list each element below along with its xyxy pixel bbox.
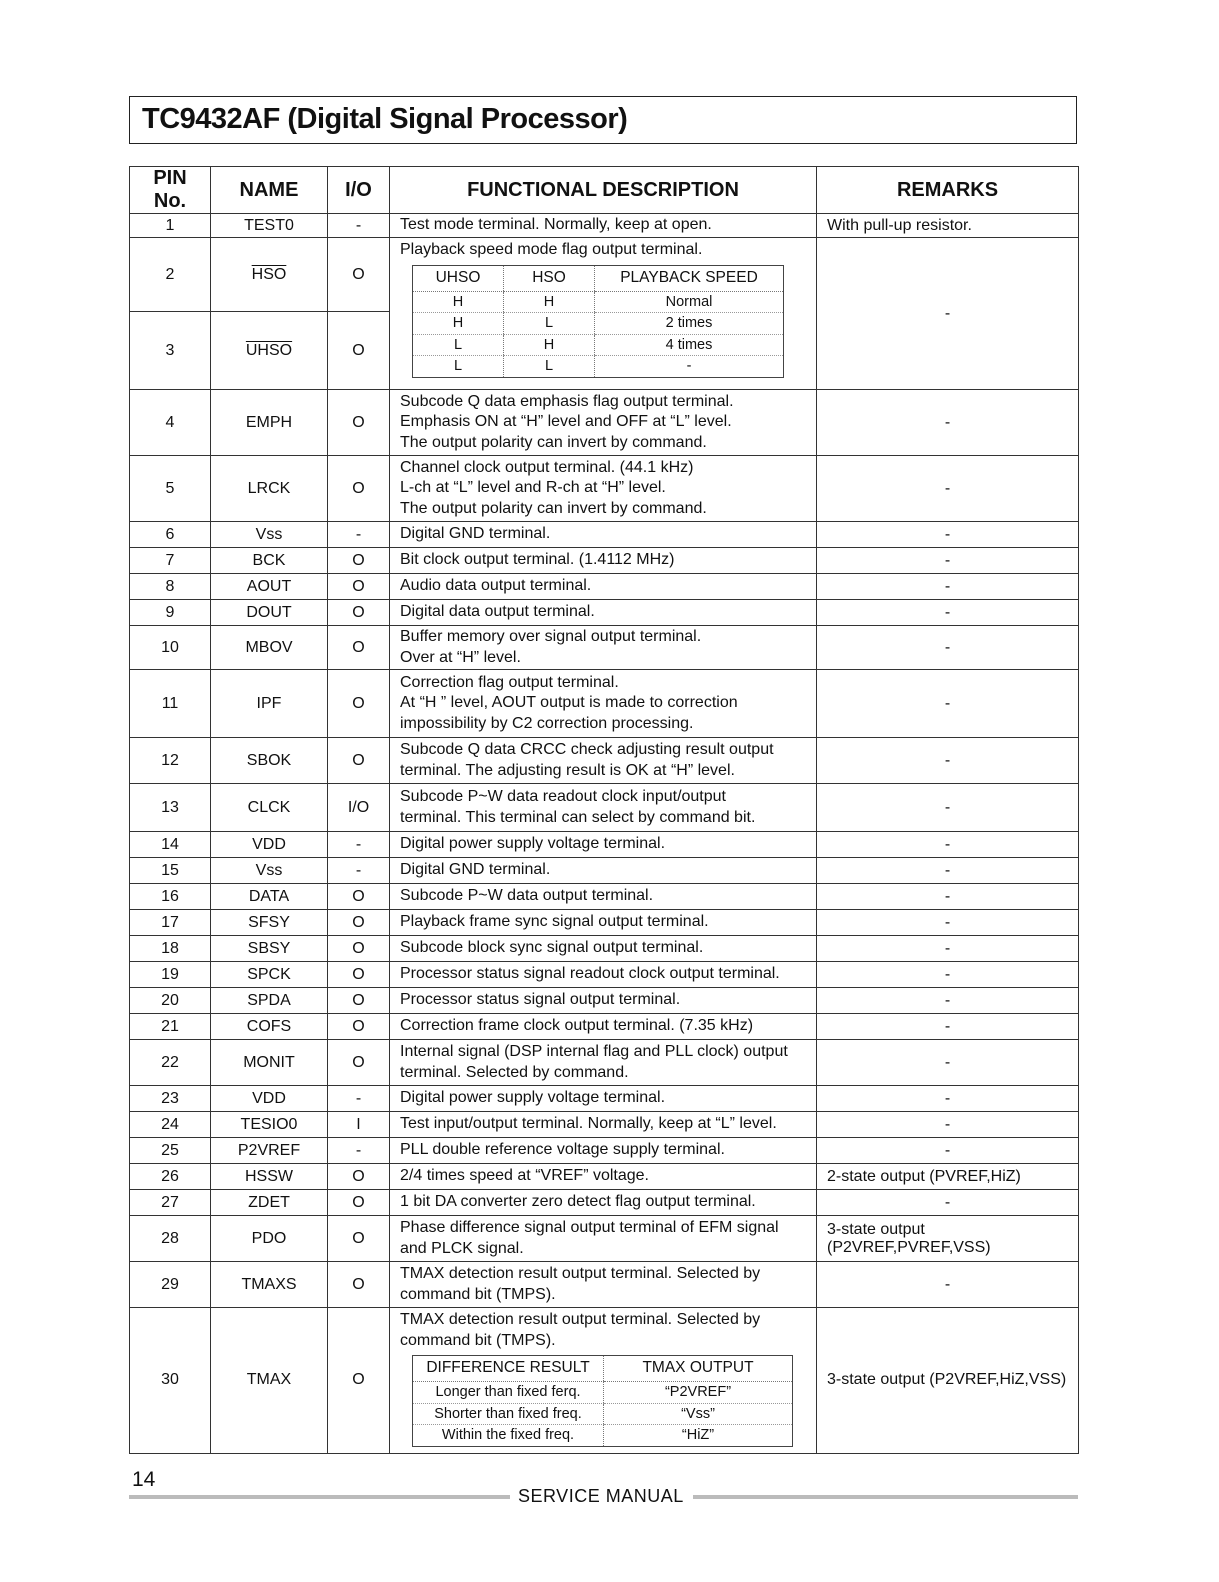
inner-header-cell: HSO	[504, 265, 595, 291]
pin-name-cell	[211, 1164, 328, 1190]
io-cell: O	[328, 1262, 390, 1308]
pin-name: TESIO0	[240, 1115, 298, 1133]
description-line: command bit (TMPS).	[400, 1285, 556, 1303]
table-row	[130, 1308, 1079, 1454]
inner-header-cell: TMAX OUTPUT	[604, 1356, 793, 1382]
io-cell: -	[328, 522, 390, 548]
pin-name-cell	[211, 548, 328, 574]
remarks-cell: -	[817, 910, 1079, 936]
io-cell: O	[328, 626, 390, 670]
table-row	[130, 1262, 1079, 1308]
table-row	[130, 832, 1079, 858]
pin-number: 29	[130, 1262, 211, 1308]
remarks-cell: With pull-up resistor.	[817, 214, 1079, 238]
description-line: and PLCK signal.	[400, 1239, 524, 1257]
pin-number: 12	[130, 738, 211, 784]
pin-name-cell	[211, 910, 328, 936]
table-row	[130, 522, 1079, 548]
pin-name: BCK	[252, 551, 286, 569]
description-cell	[390, 1014, 817, 1040]
table-row	[130, 390, 1079, 456]
table-row	[130, 858, 1079, 884]
description-line: impossibility by C2 correction processing.	[400, 714, 694, 732]
table-row	[130, 574, 1079, 600]
pin-name-cell	[211, 858, 328, 884]
io-cell: O	[328, 456, 390, 522]
inner-cell: L	[413, 334, 504, 356]
pin-name: Vss	[255, 525, 283, 543]
description-line: Buffer memory over signal output terminal.	[400, 628, 702, 645]
description-line: Processor status signal output terminal.	[400, 991, 681, 1009]
io-cell: I	[328, 1112, 390, 1138]
speed-table-header	[413, 265, 784, 291]
speed-table-row	[413, 356, 784, 378]
description-line: Digital power supply voltage terminal.	[400, 835, 666, 853]
description-cell	[390, 936, 817, 962]
pin-name: LRCK	[247, 479, 291, 497]
description-cell	[390, 1262, 817, 1308]
pin-number: 16	[130, 884, 211, 910]
remarks-cell: -	[817, 670, 1079, 738]
io-cell: O	[328, 574, 390, 600]
table-row	[130, 1112, 1079, 1138]
pin-name-cell	[211, 626, 328, 670]
description-line: Channel clock output terminal. (44.1 kHz)	[400, 458, 694, 476]
table-row	[130, 670, 1079, 738]
pin-name-cell	[211, 988, 328, 1014]
tmax-table-row	[413, 1382, 793, 1404]
io-cell: O	[328, 670, 390, 738]
description-line: Emphasis ON at “H” level and OFF at “L” level.	[400, 413, 732, 431]
description-line: At “H ” level, AOUT output is made to correction	[400, 694, 738, 712]
pin-name: COFS	[246, 1017, 292, 1035]
description-line: Subcode block sync signal output terminal.	[400, 939, 704, 957]
speed-table-row	[413, 334, 784, 356]
io-cell: -	[328, 1138, 390, 1164]
pin-name-cell	[211, 456, 328, 522]
inner-header-cell: UHSO	[413, 265, 504, 291]
io-cell: -	[328, 1086, 390, 1112]
remarks-cell: -	[817, 1112, 1079, 1138]
description-cell	[390, 884, 817, 910]
pin-table	[129, 166, 1079, 1454]
description-line: Over at “H” level.	[400, 648, 521, 666]
pin-number: 8	[130, 574, 211, 600]
io-cell: O	[328, 1164, 390, 1190]
speed-table-row	[413, 313, 784, 335]
header-remarks: REMARKS	[817, 167, 1079, 214]
remarks-cell: -	[817, 626, 1079, 670]
pin-name-cell	[211, 1216, 328, 1262]
inner-cell: H	[413, 291, 504, 313]
description-cell	[390, 738, 817, 784]
description-line: 1 bit DA converter zero detect flag output terminal.	[400, 1193, 756, 1211]
pin-name: MBOV	[245, 638, 293, 656]
table-row	[130, 548, 1079, 574]
pin-number: 3	[130, 312, 211, 390]
io-cell: O	[328, 1308, 390, 1454]
description-line: Playback speed mode flag output terminal.	[400, 241, 703, 258]
description-line: Correction flag output terminal.	[400, 673, 619, 691]
inner-cell: H	[413, 313, 504, 335]
title-box	[129, 96, 1077, 144]
inner-cell: H	[504, 334, 595, 356]
remarks-cell: -	[817, 390, 1079, 456]
pin-name: Vss	[255, 861, 283, 879]
pin-name: SPCK	[247, 965, 291, 983]
remarks-cell: -	[817, 600, 1079, 626]
inner-cell: 2 times	[595, 313, 784, 335]
remarks-cell: -	[817, 1014, 1079, 1040]
pin-name: P2VREF	[237, 1141, 301, 1159]
pin-number: 20	[130, 988, 211, 1014]
description-cell	[390, 390, 817, 456]
inner-cell: L	[504, 356, 595, 378]
description-line: Internal signal (DSP internal flag and PLL clock) output	[400, 1043, 788, 1060]
pin-number: 21	[130, 1014, 211, 1040]
io-cell: O	[328, 548, 390, 574]
description-cell	[390, 626, 817, 670]
description-line: command bit (TMPS).	[400, 1331, 556, 1349]
footer-label: SERVICE MANUAL	[518, 1486, 684, 1506]
description-cell	[390, 522, 817, 548]
table-row	[130, 784, 1079, 832]
inner-cell: “Vss”	[604, 1403, 793, 1425]
remarks-cell: -	[817, 936, 1079, 962]
remarks-cell: -	[817, 858, 1079, 884]
description-cell	[390, 238, 817, 390]
io-cell: O	[328, 600, 390, 626]
pin-number: 4	[130, 390, 211, 456]
pin-number: 13	[130, 784, 211, 832]
description-cell	[390, 784, 817, 832]
inner-cell: L	[504, 313, 595, 335]
table-row	[130, 238, 1079, 312]
pin-name-cell	[211, 238, 328, 312]
description-cell	[390, 574, 817, 600]
pin-name: VDD	[252, 1089, 286, 1107]
description-line: Digital data output terminal.	[400, 603, 595, 621]
pin-number: 5	[130, 456, 211, 522]
description-line: Processor status signal readout clock output terminal.	[400, 965, 780, 983]
remarks-cell: -	[817, 574, 1079, 600]
pin-number: 24	[130, 1112, 211, 1138]
description-cell	[390, 988, 817, 1014]
inner-cell: Shorter than fixed freq.	[413, 1403, 604, 1425]
pin-name: TMAX	[246, 1371, 292, 1389]
description-line: Subcode Q data emphasis flag output terminal.	[400, 392, 734, 410]
description-cell	[390, 456, 817, 522]
inner-cell: Within the fixed freq.	[413, 1425, 604, 1447]
inner-cell: 4 times	[595, 334, 784, 356]
io-cell: -	[328, 858, 390, 884]
table-row	[130, 962, 1079, 988]
pin-number: 6	[130, 522, 211, 548]
table-row	[130, 910, 1079, 936]
description-line: TMAX detection result output terminal. Selected by	[400, 1265, 761, 1282]
pin-name-cell	[211, 1190, 328, 1216]
inner-cell: Longer than fixed ferq.	[413, 1382, 604, 1404]
pin-name: SBSY	[247, 939, 291, 957]
io-cell: O	[328, 884, 390, 910]
description-line: terminal. The adjusting result is OK at “H” level.	[400, 761, 735, 779]
description-line: terminal. Selected by command.	[400, 1063, 629, 1081]
pin-name: SPDA	[247, 991, 291, 1009]
remarks-cell: 2-state output (PVREF,HiZ)	[817, 1164, 1079, 1190]
inner-cell: Normal	[595, 291, 784, 313]
pin-number: 9	[130, 600, 211, 626]
inner-cell: H	[504, 291, 595, 313]
pin-name-cell	[211, 1086, 328, 1112]
remarks-cell: -	[817, 1190, 1079, 1216]
io-cell: -	[328, 832, 390, 858]
io-cell: O	[328, 910, 390, 936]
description-cell	[390, 214, 817, 238]
pin-number: 15	[130, 858, 211, 884]
remarks-cell: -	[817, 1040, 1079, 1086]
description-cell	[390, 1086, 817, 1112]
pin-number: 26	[130, 1164, 211, 1190]
io-cell: O	[328, 390, 390, 456]
pin-name-cell	[211, 574, 328, 600]
table-row	[130, 884, 1079, 910]
remarks-cell: -	[817, 522, 1079, 548]
table-row	[130, 626, 1079, 670]
remarks-cell: -	[817, 1138, 1079, 1164]
pin-name: CLCK	[247, 798, 291, 816]
description-line: Phase difference signal output terminal of EFM signal	[400, 1219, 779, 1236]
pin-name: SBOK	[246, 751, 292, 769]
description-cell	[390, 1216, 817, 1262]
remarks-cell: -	[817, 738, 1079, 784]
table-row	[130, 1040, 1079, 1086]
remarks-cell: -	[817, 1262, 1079, 1308]
pin-name-cell	[211, 832, 328, 858]
description-cell	[390, 1040, 817, 1086]
io-cell: -	[328, 214, 390, 238]
io-cell: O	[328, 1216, 390, 1262]
description-line: Digital GND terminal.	[400, 525, 551, 543]
pin-name-cell	[211, 390, 328, 456]
pin-number: 30	[130, 1308, 211, 1454]
pin-name-cell	[211, 1112, 328, 1138]
pin-number: 28	[130, 1216, 211, 1262]
pin-name: VDD	[252, 835, 286, 853]
pin-number: 27	[130, 1190, 211, 1216]
description-line: L-ch at “L” level and R-ch at “H” level.	[400, 479, 666, 497]
remarks-cell: -	[817, 456, 1079, 522]
description-line: TMAX detection result output terminal. Selected by	[400, 1311, 761, 1328]
pin-number: 17	[130, 910, 211, 936]
description-cell	[390, 1112, 817, 1138]
speed-table	[412, 265, 784, 378]
inner-cell: L	[413, 356, 504, 378]
table-row	[130, 1086, 1079, 1112]
pin-name: UHSO	[245, 341, 293, 359]
io-cell: O	[328, 1014, 390, 1040]
pin-name-cell	[211, 1040, 328, 1086]
pin-name-cell	[211, 1262, 328, 1308]
table-row	[130, 936, 1079, 962]
pin-name: HSSW	[245, 1167, 293, 1185]
table-row	[130, 1014, 1079, 1040]
description-cell	[390, 1138, 817, 1164]
table-row	[130, 214, 1079, 238]
pin-number: 7	[130, 548, 211, 574]
io-cell: O	[328, 1190, 390, 1216]
description-line: The output polarity can invert by command.	[400, 433, 707, 451]
pin-name: IPF	[256, 694, 282, 712]
pin-number: 1	[130, 214, 211, 238]
inner-header-cell: PLAYBACK SPEED	[595, 265, 784, 291]
description-cell	[390, 1190, 817, 1216]
io-cell: O	[328, 738, 390, 784]
pin-name: PDO	[251, 1229, 287, 1247]
pin-name: AOUT	[246, 577, 292, 595]
pin-number: 11	[130, 670, 211, 738]
pin-name: ZDET	[248, 1193, 290, 1211]
pin-name-cell	[211, 784, 328, 832]
pin-name: $\overline{HSO}$	[251, 265, 287, 283]
page-title: TC9432AF (Digital Signal Processor)	[142, 103, 628, 135]
remarks-cell: -	[817, 884, 1079, 910]
remarks-cell: -	[817, 1086, 1079, 1112]
description-line: Test mode terminal. Normally, keep at open.	[400, 216, 712, 234]
inner-header-cell: DIFFERENCE RESULT	[413, 1356, 604, 1382]
description-line: Subcode P~W data readout clock input/output	[400, 788, 726, 805]
remarks-cell: -	[817, 962, 1079, 988]
description-cell	[390, 1308, 817, 1454]
description-line: terminal. This terminal can select by command bit.	[400, 808, 756, 826]
io-cell: O	[328, 238, 390, 312]
remarks-cell: 3-state output (P2VREF,HiZ,VSS)	[817, 1308, 1079, 1454]
page-number: 14	[132, 1468, 156, 1491]
description-cell	[390, 548, 817, 574]
header-io: I/O	[328, 167, 390, 214]
description-cell	[390, 670, 817, 738]
description-cell	[390, 832, 817, 858]
tmax-table-row	[413, 1403, 793, 1425]
footer-rule-right	[693, 1495, 1078, 1499]
pin-number: 19	[130, 962, 211, 988]
remarks-cell: -	[817, 988, 1079, 1014]
footer-rule-left	[129, 1495, 510, 1499]
pin-number: 23	[130, 1086, 211, 1112]
header-row	[130, 167, 1079, 214]
pin-name: MONIT	[243, 1053, 295, 1071]
remarks-cell: 3-state output (P2VREF,PVREF,VSS)	[817, 1216, 1079, 1262]
description-line: Correction frame clock output terminal. (7.35 kHz)	[400, 1017, 754, 1035]
pin-name-cell	[211, 600, 328, 626]
io-cell: O	[328, 1040, 390, 1086]
table-body	[130, 214, 1079, 1454]
io-cell: O	[328, 962, 390, 988]
io-cell: O	[328, 988, 390, 1014]
pin-name: TEST0	[244, 216, 294, 234]
description-line: Playback frame sync signal output terminal.	[400, 913, 709, 931]
header-pin: PIN No.	[130, 167, 211, 214]
pin-name-cell	[211, 522, 328, 548]
pin-name: DOUT	[246, 603, 292, 621]
tmax-table	[412, 1355, 793, 1447]
pin-name-cell	[211, 962, 328, 988]
pin-number: 14	[130, 832, 211, 858]
description-cell	[390, 858, 817, 884]
pin-number: 22	[130, 1040, 211, 1086]
pin-number: 18	[130, 936, 211, 962]
pin-number: 2	[130, 238, 211, 312]
description-line: 2/4 times speed at “VREF” voltage.	[400, 1167, 649, 1185]
pin-number: 10	[130, 626, 211, 670]
description-line: Subcode P~W data output terminal.	[400, 887, 654, 905]
table-row	[130, 738, 1079, 784]
remarks-cell: -	[817, 784, 1079, 832]
pin-name-cell	[211, 884, 328, 910]
io-cell: O	[328, 312, 390, 390]
pin-number: 25	[130, 1138, 211, 1164]
description-line: PLL double reference voltage supply terminal.	[400, 1141, 725, 1159]
remarks-cell: -	[817, 548, 1079, 574]
pin-name: EMPH	[245, 413, 293, 431]
pin-name-cell	[211, 1014, 328, 1040]
pin-name-cell	[211, 670, 328, 738]
table-row	[130, 988, 1079, 1014]
pin-name-cell	[211, 738, 328, 784]
pin-name-cell	[211, 312, 328, 390]
description-line: Digital GND terminal.	[400, 861, 551, 879]
pin-name-cell	[211, 214, 328, 238]
table-row	[130, 1216, 1079, 1262]
pin-name: TMAXS	[241, 1275, 297, 1293]
io-cell: I/O	[328, 784, 390, 832]
table-row	[130, 600, 1079, 626]
table-row	[130, 1138, 1079, 1164]
inner-cell: “P2VREF”	[604, 1382, 793, 1404]
header-desc: FUNCTIONAL DESCRIPTION	[390, 167, 817, 214]
header-name: NAME	[211, 167, 328, 214]
pin-name-cell	[211, 936, 328, 962]
description-line: Digital power supply voltage terminal.	[400, 1089, 666, 1107]
pin-name: SFSY	[248, 913, 290, 931]
description-cell	[390, 910, 817, 936]
description-cell	[390, 600, 817, 626]
description-line: Subcode Q data CRCC check adjusting result output	[400, 741, 774, 758]
inner-cell: -	[595, 356, 784, 378]
remarks-cell: -	[817, 832, 1079, 858]
description-line: Test input/output terminal. Normally, keep at “L” level.	[400, 1115, 777, 1133]
pin-name: DATA	[248, 887, 290, 905]
tmax-table-row	[413, 1425, 793, 1447]
description-cell	[390, 1164, 817, 1190]
tmax-table-header	[413, 1356, 793, 1382]
table-row	[130, 456, 1079, 522]
inner-cell: “HiZ”	[604, 1425, 793, 1447]
io-cell: O	[328, 936, 390, 962]
description-cell	[390, 962, 817, 988]
remarks-cell: -	[817, 238, 1079, 390]
description-line: Bit clock output terminal. (1.4112 MHz)	[400, 551, 675, 569]
speed-table-row	[413, 291, 784, 313]
description-line: The output polarity can invert by command.	[400, 499, 707, 517]
pin-name-cell	[211, 1308, 328, 1454]
table-row	[130, 1190, 1079, 1216]
table-row	[130, 1164, 1079, 1190]
description-line: Audio data output terminal.	[400, 577, 592, 595]
pin-name-cell	[211, 1138, 328, 1164]
